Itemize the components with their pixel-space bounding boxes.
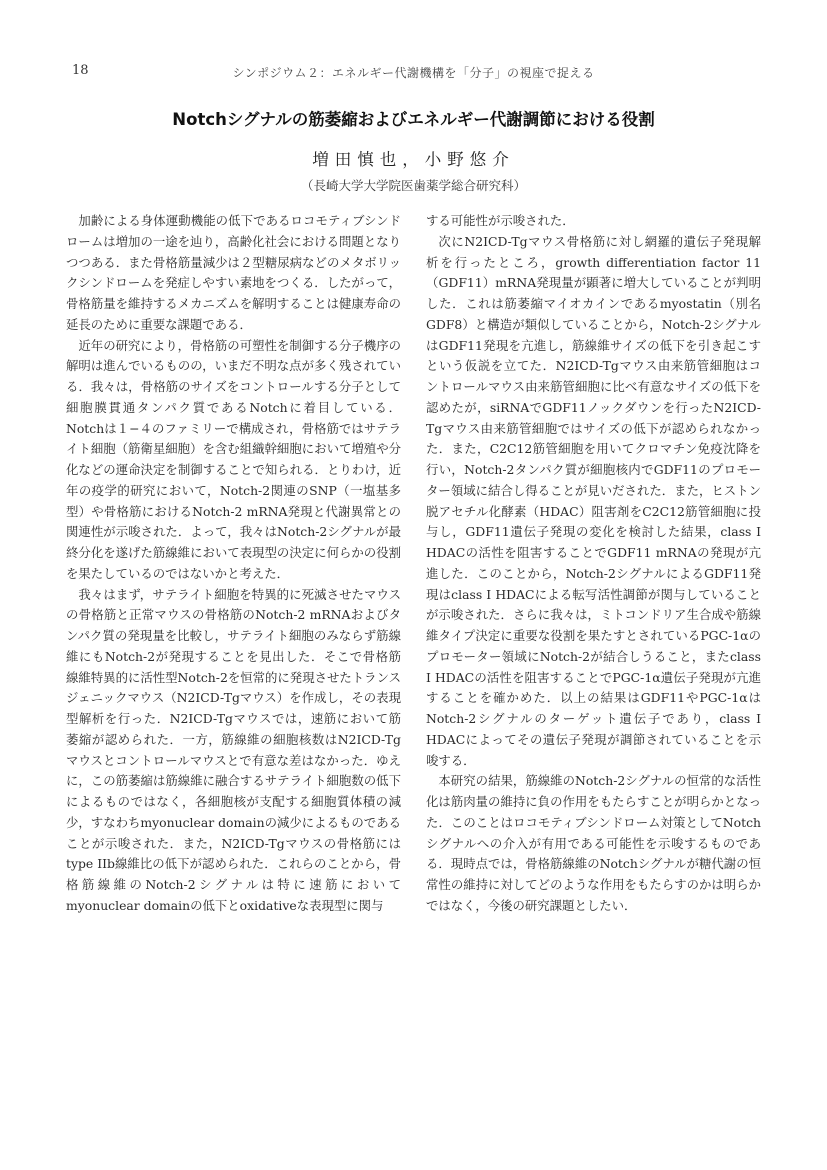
body-left-column: [66, 211, 401, 917]
paragraph: 次にN2ICD-Tgマウス骨格筋に対し網羅的遺伝子発現解析を行ったところ，growth differentiation factor 11（GDF11）mRNA発現量が顕著に増大していることが判明した．これは筋萎縮マイオカインであるmyostatin（別名GDF8）と構造が類似していることから，Notch-2シグナルはGDF11発現を亢進し，筋線維サイズの低下を引き起こすという仮説を立てた．N2ICD-Tgマウス由来筋管細胞はコントロールマウス由来筋管細胞に比べ有意なサイズの低下を認めたが，siRNAでGDF11ノックダウンを行ったN2ICD-Tgマウス由来筋管細胞ではサイズの低下が認められなかった．また，C2C12筋管細胞を用いてクロマチン免疫沈降を行い，Notch-2タンパク質が細胞核内でGDF11のプロモーター領域に結合し得ることが見いだされた．また，ヒストン脱アセチル化酵素（HDAC）阻害剤をC2C12筋管細胞に投与し，GDF11遺伝子発現の変化を検討した結果，class I HDACの活性を阻害することでGDF11 mRNAの発現が亢進した．このことから，Notch-2シグナルによるGDF11発現はclass I HDACによる転写活性調節が関与していることが示唆された．さらに我々は，ミトコンドリア生合成や筋線維タイプ決定に重要な役割を果たすとされているPGC-1αのプロモーター領域にNotch-2が結合しうること，またclass I HDACの活性を阻害することでPGC-1α遺伝子発現が亢進することを確かめた．以上の結果はGDF11やPGC-1αはNotch-2シグナルのターゲット遺伝子であり，class I HDACによってその遺伝子発現が調節されていることを示唆する．: [426, 233, 761, 768]
body-right-column: [426, 211, 761, 917]
paragraph: 我々はまず，サテライト細胞を特異的に死滅させたマウスの骨格筋と正常マウスの骨格筋のNotch-2 mRNAおよびタンパク質の発現量を比較し，サテライト細胞のみならず筋線維にもNotch-2が発現することを見出した．そこで骨格筋線維特異的に活性型Notch-2を恒常的に発現させたトランスジェニックマウス（N2ICD-Tgマウス）を作成し，その表現型解析を行った．N2ICD-Tgマウスでは，速筋において筋萎縮が認められた．一方，筋線維の細胞核数はN2ICD-Tgマウスとコントロールマウスとで有意な差はなかった．ゆえに，この筋萎縮は筋線維に融合するサテライト細胞数の低下によるものではなく，各細胞核が支配する細胞質体積の減少，すなわちmyonuclear domainの減少によるものであることが示唆された．また，N2ICD-Tgマウスの骨格筋にはtype IIb線維比の低下が認められた．これらのことから，骨格筋線維のNotch-2シグナルは特に速筋においてmyonuclear domainの低下とoxidativeな表現型に関与: [66, 586, 401, 913]
paragraph: 近年の研究により，骨格筋の可塑性を制御する分子機序の解明は進んでいるものの，いまだ不明な点が多く残されている．我々は，骨格筋のサイズをコントロールする分子として細胞膜貫通タンパク質であるNotchに着目している．Notchは１−４のファミリーで構成され，骨格筋ではサテライト細胞（筋衛星細胞）を含む組織幹細胞において増殖や分化などの運命決定を制御することで知られる．とりわけ，近年の疫学的研究において，Notch-2関連のSNP（一塩基多型）や骨格筋におけるNotch-2 mRNA発現と代謝異常との関連性が示唆された．よって，我々はNotch-2シグナルが最終分化を遂げた筋線維において表現型の決定に何らかの役割を果たしているのではないかと考えた．: [66, 337, 401, 581]
paragraph-continuation: する可能性が示唆された．: [426, 213, 575, 228]
article-authors: 増田慎也，小野悠介: [312, 150, 515, 169]
paragraph: 加齢による身体運動機能の低下であるロコモティブシンドロームは増加の一途を辿り，高齢化社会における問題となりつつある．また骨格筋量減少は２型糖尿病などのメタボリックシンドロームを発症しやすい素地をつくる．したがって，骨格筋量を維持するメカニズムを解明することは健康寿命の延長のために重要な課題である．: [66, 213, 401, 332]
paragraph: 本研究の結果，筋線維のNotch-2シグナルの恒常的な活性化は筋肉量の維持に負の作用をもたらすことが明らかとなった．このことはロコモティブシンドローム対策としてNotchシグナルへの介入が有用である可能性を示唆するものである．現時点では，骨格筋線維のNotchシグナルが糖代謝の恒常性の維持に対してどのような作用をもたらすのかは明らかではなく，今後の研究課題としたい．: [426, 773, 761, 913]
article-title: Notchシグナルの筋萎縮およびエネルギー代謝調節における役割: [172, 110, 655, 129]
page-number: 18: [72, 63, 89, 78]
article-affiliation: （長崎大学大学院医歯薬学総合研究科）: [300, 178, 526, 193]
running-header: シンポジウム２：エネルギー代謝機構を「分子」の視座で捉える: [232, 66, 595, 80]
